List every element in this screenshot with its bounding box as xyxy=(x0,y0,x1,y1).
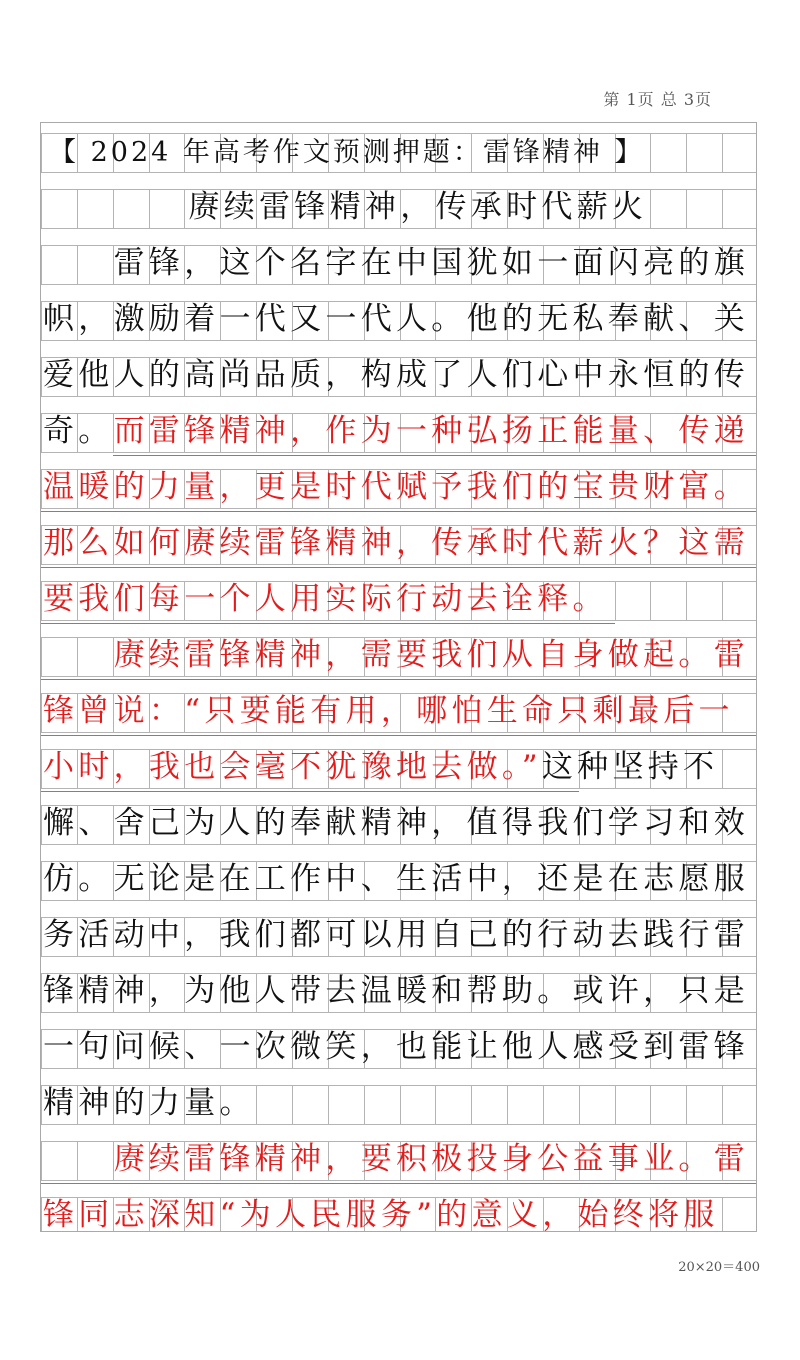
essay-subtitle: 赓续雷锋精神，传承时代薪火 xyxy=(188,189,648,225)
red-underline xyxy=(41,511,757,512)
essay-line xyxy=(43,1021,757,1073)
highlighted-text: 锋同志深知“为人民服务”的意义，始终将服 xyxy=(43,1197,719,1232)
body-text: 务活动中，我们都可以用自己的行动去践行雷 xyxy=(43,917,749,953)
essay-line xyxy=(43,293,757,345)
body-text: 一句问候、一次微笑，也能让他人感受到雷锋 xyxy=(43,1029,749,1065)
highlighted-text: 小时，我也会毫不犹豫地去做。” xyxy=(43,749,542,785)
red-underline xyxy=(41,567,757,568)
body-text: 帜，激励着一代又一代人。他的无私奉献、关 xyxy=(43,301,749,337)
essay-line xyxy=(43,461,757,513)
highlighted-text: 温暖的力量，更是时代赋予我们的宝贵财富。 xyxy=(43,469,749,505)
essay-line xyxy=(43,237,757,289)
essay-line xyxy=(43,909,757,961)
highlighted-text: 那么如何赓续雷锋精神，传承时代薪火？这需 xyxy=(43,525,749,561)
page-number-label: 第 1页 总 3页 xyxy=(603,90,712,109)
grid-cell xyxy=(149,189,185,228)
body-text: 爱他人的高尚品质，构成了人们心中永恒的传 xyxy=(43,357,749,393)
essay-line xyxy=(43,573,757,625)
highlighted-text: 要我们每一个人用实际行动去诠释。 xyxy=(43,581,608,617)
essay-line xyxy=(43,741,757,793)
grid-cell xyxy=(77,189,113,228)
essay-line xyxy=(43,797,757,849)
essay-line xyxy=(43,1189,757,1232)
essay-line xyxy=(43,1077,757,1129)
essay-line xyxy=(43,629,757,681)
essay-title: 【 2024 年高考作文预测押题：雷锋精神 】 xyxy=(49,137,645,168)
red-underline xyxy=(41,679,757,680)
grid-row xyxy=(41,1197,757,1232)
essay-line xyxy=(43,853,757,905)
grid-cell xyxy=(113,189,149,228)
red-underline xyxy=(41,735,757,736)
highlighted-text: 锋曾说：“只要能有用，哪怕生命只剩最后一 xyxy=(43,693,734,729)
body-text: 锋精神，为他人带去温暖和帮助。或许，只是 xyxy=(43,973,749,1009)
composition-grid-sheet xyxy=(40,122,757,1232)
essay-line xyxy=(43,685,757,737)
highlighted-text: 赓续雷锋精神，要积极投身公益事业。雷 xyxy=(43,1141,749,1177)
body-text: 懈、舍己为人的奉献精神，值得我们学习和效 xyxy=(43,805,749,841)
essay-line xyxy=(43,1133,757,1185)
red-underline xyxy=(41,623,615,624)
red-underline xyxy=(41,791,579,792)
essay-line xyxy=(43,405,757,457)
essay-line xyxy=(43,965,757,1017)
red-underline xyxy=(41,1183,757,1184)
body-text: 精神的力量。 xyxy=(43,1085,255,1121)
body-text: 雷锋，这个名字在中国犹如一面闪亮的旗 xyxy=(43,245,749,281)
grid-size-label: 20×20＝400 xyxy=(678,1260,760,1275)
highlighted-text: 而雷锋精神，作为一种弘扬正能量、传递 xyxy=(113,413,750,449)
essay-line xyxy=(43,349,757,401)
essay-line xyxy=(43,517,757,569)
red-underline xyxy=(113,455,757,456)
body-text: 这种坚持不 xyxy=(541,749,719,785)
body-text: 奇。 xyxy=(43,413,114,449)
grid-cell xyxy=(41,189,77,228)
body-text: 仿。无论是在工作中、生活中，还是在志愿服 xyxy=(43,861,749,897)
highlighted-text: 赓续雷锋精神，需要我们从自身做起。雷 xyxy=(43,637,749,673)
